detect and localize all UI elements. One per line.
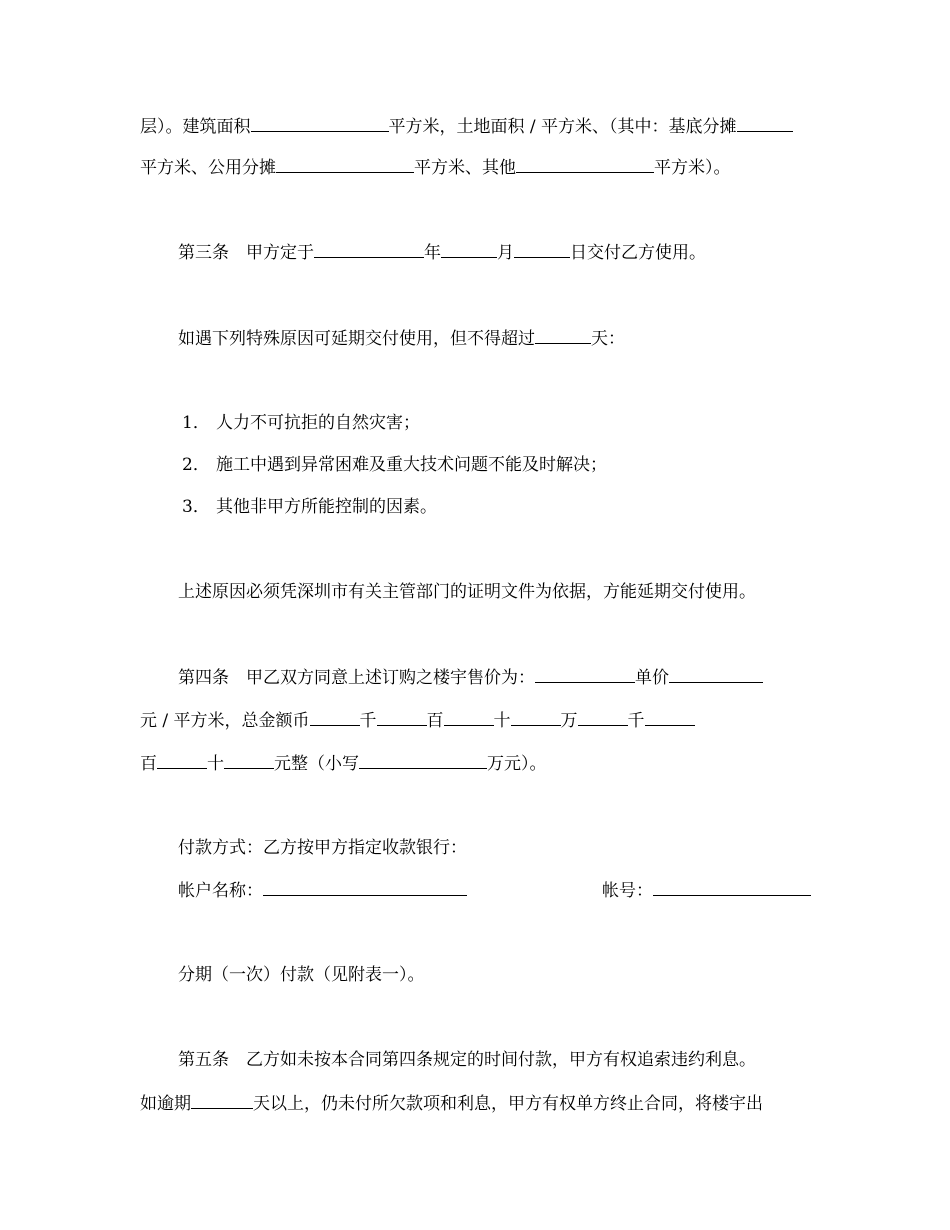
text: 如遇下列特殊原因可延期交付使用，但不得超过 [178,329,535,349]
fill-blank[interactable] [157,751,207,769]
text: 如逾期 [140,1094,191,1114]
list-text: 其他非甲方所能控制的因素。 [216,497,437,517]
fill-blank[interactable] [314,240,424,258]
text: 百 [426,711,444,731]
text: 天以上，仍未付所欠款项和利息，甲方有权单方终止合同，将楼宇出 [253,1094,763,1114]
article-4 [178,665,763,689]
fill-blank[interactable] [514,240,570,258]
fill-blank[interactable] [377,708,427,726]
text: 平方米、其他 [414,158,516,178]
text: 分期（一次）付款（见附表一）。 [178,965,425,985]
fill-blank[interactable] [359,751,487,769]
text: 第四条 甲乙双方同意上述订购之楼宇售价为： [178,668,535,688]
text: 日交付乙方使用。 [570,243,706,263]
fill-blank[interactable] [535,326,591,344]
list-number: 3． [182,497,210,517]
text: 月 [497,243,514,263]
text: 平方米、公用分摊 [140,158,276,178]
fill-blank[interactable] [444,708,494,726]
text: 万元）。 [487,754,547,774]
list-item [182,495,437,519]
text: 千 [627,711,645,731]
text: 元 / 平方米，总金额币 [140,711,310,731]
account-no-line [602,878,811,902]
list-number: 1． [182,413,210,433]
fill-blank[interactable] [441,240,497,258]
article-4-amount-2 [140,751,547,775]
payment-method [178,836,467,860]
text: 百 [140,754,157,774]
text: 天： [591,329,625,349]
fill-blank[interactable] [535,665,635,683]
fill-blank[interactable] [516,155,654,173]
fill-blank[interactable] [224,751,274,769]
text: 帐户名称： [178,881,263,901]
fill-blank[interactable] [669,665,763,683]
text: 十 [207,754,224,774]
article-5 [178,1048,756,1072]
list-item [182,453,607,477]
text: 平方米，土地面积 / 平方米、（其中：基底分摊 [388,117,737,137]
area-line [140,114,793,138]
fill-blank[interactable] [251,114,389,132]
text: 层）。建筑面积 [140,117,251,137]
text: 第三条 甲方定于 [178,243,314,263]
text: 元整（小写 [274,754,359,774]
account-name-line [178,878,467,902]
article-5-line-2 [140,1091,763,1115]
fill-blank[interactable] [276,155,414,173]
proof-clause [178,580,756,604]
article-3 [178,240,706,264]
text: 帐号： [602,881,653,901]
fill-blank[interactable] [511,708,561,726]
text: 付款方式：乙方按甲方指定收款银行： [178,838,467,858]
fill-blank[interactable] [310,708,360,726]
article-4-amount [140,708,695,732]
list-number: 2． [182,455,210,475]
account-name-blank[interactable] [263,878,467,896]
text: 第五条 乙方如未按本合同第四条规定的时间付款，甲方有权追索违约利息。 [178,1050,756,1070]
text: 千 [359,711,377,731]
account-no-blank[interactable] [653,878,811,896]
text: 平方米）。 [654,158,731,178]
text: 年 [424,243,441,263]
delay-clause [178,326,625,350]
text: 单价 [635,668,669,688]
fill-blank[interactable] [191,1091,253,1109]
fill-blank[interactable] [578,708,628,726]
text: 十 [493,711,511,731]
list-item [182,411,420,435]
fill-blank[interactable] [737,114,793,132]
fill-blank[interactable] [645,708,695,726]
installment [178,963,425,987]
list-text: 人力不可抗拒的自然灾害； [216,413,420,433]
area-line-2 [140,155,731,179]
text: 上述原因必须凭深圳市有关主管部门的证明文件为依据，方能延期交付使用。 [178,582,756,602]
list-text: 施工中遇到异常困难及重大技术问题不能及时解决； [216,455,607,475]
text: 万 [560,711,578,731]
